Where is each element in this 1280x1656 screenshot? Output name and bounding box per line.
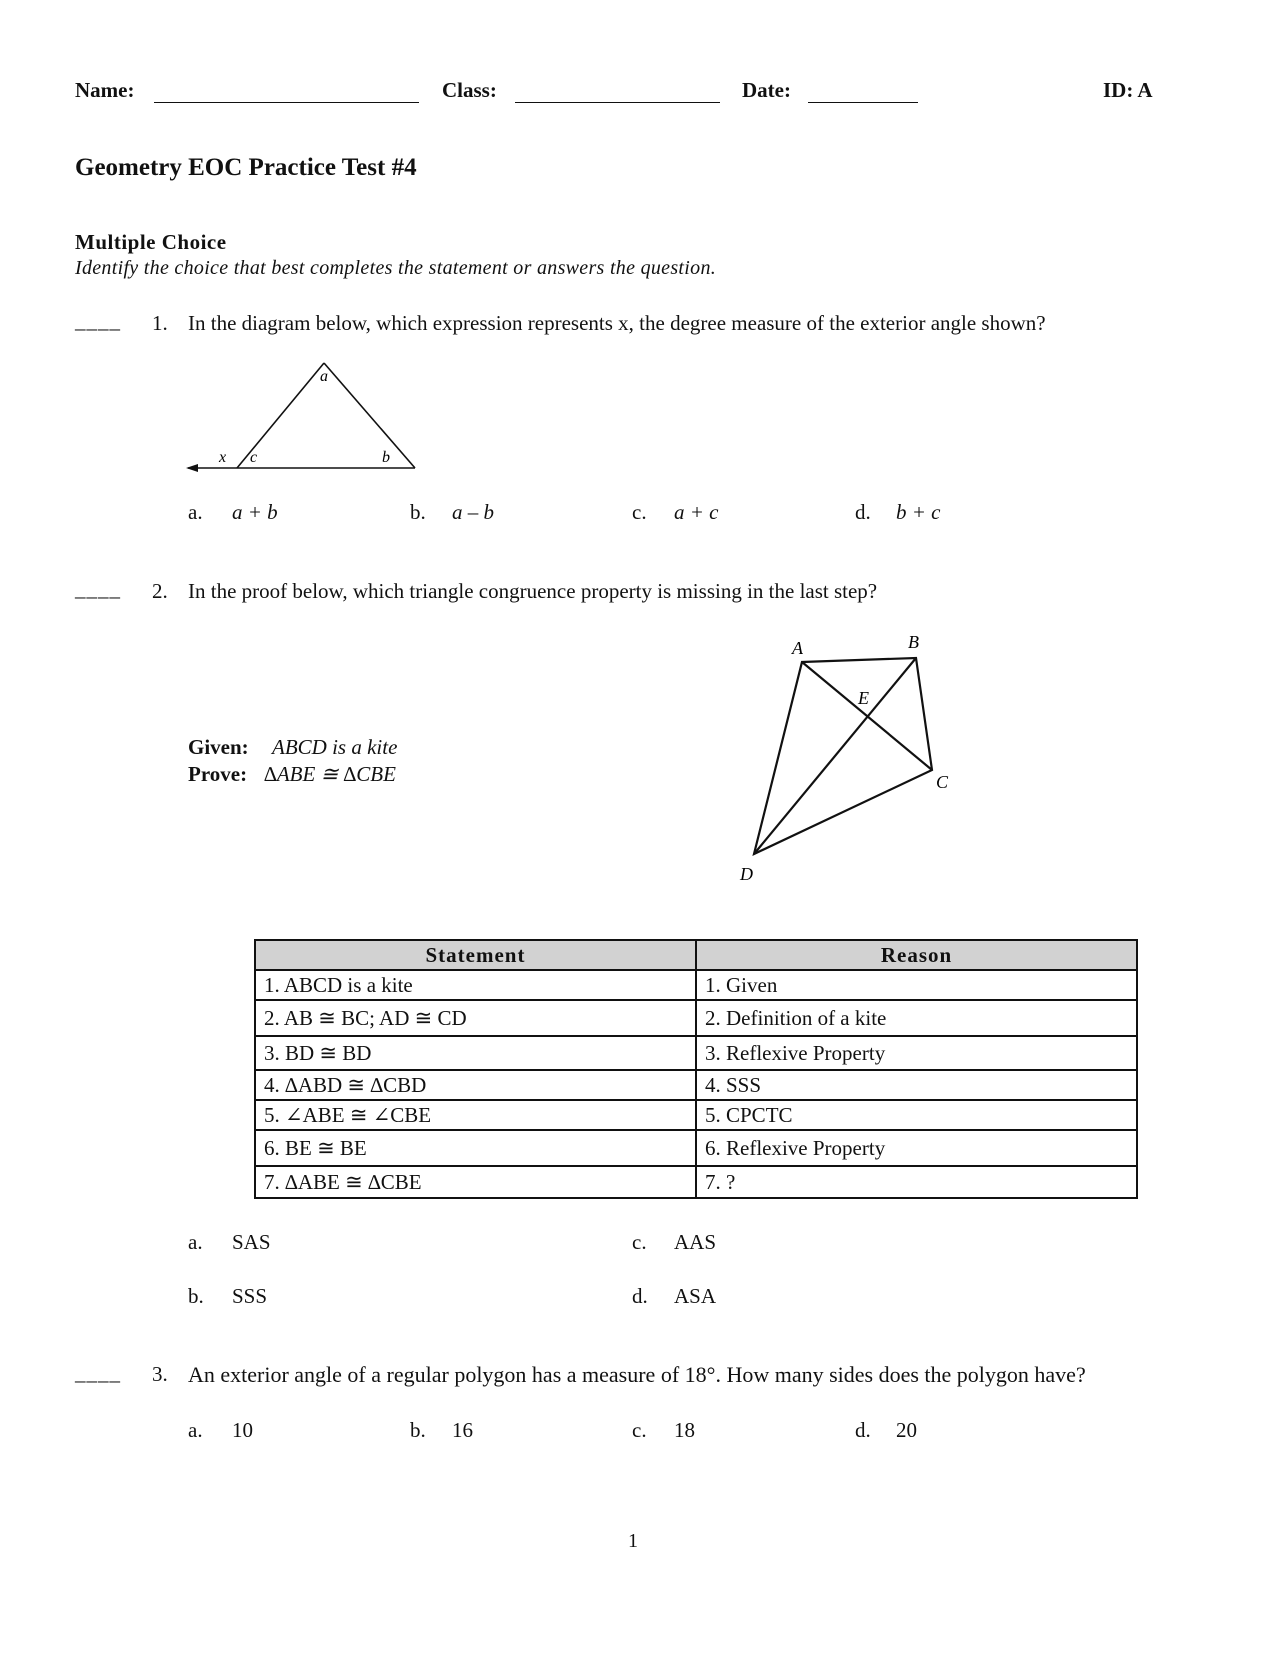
choice-value[interactable]: ASA bbox=[674, 1284, 717, 1308]
choice-value[interactable]: a + b bbox=[232, 500, 278, 524]
date-label: Date: bbox=[742, 78, 791, 102]
kite-outline bbox=[754, 658, 932, 854]
vertex-label-b: B bbox=[908, 632, 919, 652]
choice-value[interactable]: AAS bbox=[674, 1230, 717, 1254]
arrow-head-icon bbox=[186, 464, 198, 472]
section-instructions: Identify the choice that best completes the statement or answers the question. bbox=[75, 257, 717, 279]
choice-letter: a. bbox=[188, 1230, 203, 1254]
prove-text: ∆ABE ≅ ∆CBE bbox=[264, 762, 396, 786]
given-text: ABCD is a kite bbox=[272, 735, 398, 759]
choice-value[interactable]: a – b bbox=[452, 500, 494, 524]
choice-letter: b. bbox=[410, 1418, 426, 1442]
table-row bbox=[255, 1130, 1137, 1166]
answer-blank[interactable]: ____ bbox=[75, 309, 121, 333]
vertex-label-d: D bbox=[740, 864, 753, 884]
choice-letter: b. bbox=[188, 1284, 204, 1308]
choice-letter: a. bbox=[188, 1418, 203, 1442]
class-field[interactable] bbox=[515, 80, 720, 103]
table-row bbox=[255, 1166, 1137, 1198]
statement-cell: 1. ABCD is a kite bbox=[255, 970, 696, 1000]
triangle-diagram bbox=[180, 355, 440, 475]
table-row bbox=[255, 970, 1137, 1000]
given-label: Given: bbox=[188, 735, 249, 759]
statement-cell: 2. AB ≅ BC; AD ≅ CD bbox=[255, 1000, 696, 1036]
table-row bbox=[255, 1036, 1137, 1070]
question-text: An exterior angle of a regular polygon has a measure of 18°. How many sides does the polygon have? bbox=[188, 1362, 1086, 1387]
choice-value[interactable]: 18 bbox=[674, 1418, 695, 1442]
angle-label-a: a bbox=[320, 368, 328, 385]
question-text: In the diagram below, which expression represents x, the degree measure of the exterior angle shown? bbox=[188, 311, 1046, 335]
angle-label-b: b bbox=[382, 449, 390, 466]
table-row bbox=[255, 1100, 1137, 1130]
question-number: 3. bbox=[152, 1362, 168, 1386]
reason-cell: 1. Given bbox=[696, 970, 1137, 1000]
statement-cell: 3. BD ≅ BD bbox=[255, 1036, 696, 1070]
choice-value[interactable]: 16 bbox=[452, 1418, 473, 1442]
question-number: 1. bbox=[152, 311, 168, 335]
choice-value[interactable]: 20 bbox=[896, 1418, 917, 1442]
angle-label-c: c bbox=[250, 449, 258, 466]
choice-value[interactable]: SAS bbox=[232, 1230, 271, 1254]
column-header-statement: Statement bbox=[255, 940, 696, 970]
choice-letter: b. bbox=[410, 500, 426, 524]
statement-cell: 6. BE ≅ BE bbox=[255, 1130, 696, 1166]
reason-cell: 7. ? bbox=[696, 1166, 1137, 1198]
choice-value[interactable]: 10 bbox=[232, 1418, 253, 1442]
table-row bbox=[255, 1000, 1137, 1036]
date-field[interactable] bbox=[808, 80, 918, 103]
choice-letter: d. bbox=[632, 1284, 648, 1308]
column-header-reason: Reason bbox=[696, 940, 1137, 970]
section-heading: Multiple Choice bbox=[75, 230, 227, 254]
choice-letter: c. bbox=[632, 500, 647, 524]
proof-table bbox=[254, 939, 1138, 1199]
triangle-right-side bbox=[324, 363, 415, 468]
choice-value[interactable]: b + c bbox=[896, 500, 941, 524]
choice-letter: a. bbox=[188, 500, 203, 524]
vertex-label-c: C bbox=[936, 772, 949, 792]
page-title: Geometry EOC Practice Test #4 bbox=[75, 154, 417, 181]
statement-cell: 5. ∠ABE ≅ ∠CBE bbox=[255, 1100, 696, 1130]
class-label: Class: bbox=[442, 78, 497, 102]
vertex-label-a: A bbox=[792, 638, 803, 658]
page-number: 1 bbox=[628, 1530, 638, 1552]
prove-label: Prove: bbox=[188, 762, 248, 786]
reason-cell: 3. Reflexive Property bbox=[696, 1036, 1137, 1070]
choice-value[interactable]: SSS bbox=[232, 1284, 268, 1308]
reason-cell: 2. Definition of a kite bbox=[696, 1000, 1137, 1036]
reason-cell: 5. CPCTC bbox=[696, 1100, 1137, 1130]
answer-blank[interactable]: ____ bbox=[75, 577, 121, 601]
statement-cell: 7. ∆ABE ≅ ∆CBE bbox=[255, 1166, 696, 1198]
name-label: Name: bbox=[75, 78, 135, 102]
answer-blank[interactable]: ____ bbox=[75, 1361, 121, 1385]
reason-cell: 4. SSS bbox=[696, 1070, 1137, 1100]
choice-letter: c. bbox=[632, 1418, 647, 1442]
statement-cell: 4. ∆ABD ≅ ∆CBD bbox=[255, 1070, 696, 1100]
kite-diagram bbox=[730, 630, 970, 890]
question-number: 2. bbox=[152, 579, 168, 603]
choice-letter: d. bbox=[855, 500, 871, 524]
name-field[interactable] bbox=[154, 80, 419, 103]
question-text: In the proof below, which triangle congruence property is missing in the last step? bbox=[188, 579, 878, 603]
table-row bbox=[255, 1070, 1137, 1100]
angle-label-x: x bbox=[219, 449, 227, 466]
vertex-label-e: E bbox=[858, 688, 869, 708]
choice-letter: d. bbox=[855, 1418, 871, 1442]
choice-value[interactable]: a + c bbox=[674, 500, 719, 524]
id-label: ID: A bbox=[1103, 78, 1153, 102]
reason-cell: 6. Reflexive Property bbox=[696, 1130, 1137, 1166]
choice-letter: c. bbox=[632, 1230, 647, 1254]
